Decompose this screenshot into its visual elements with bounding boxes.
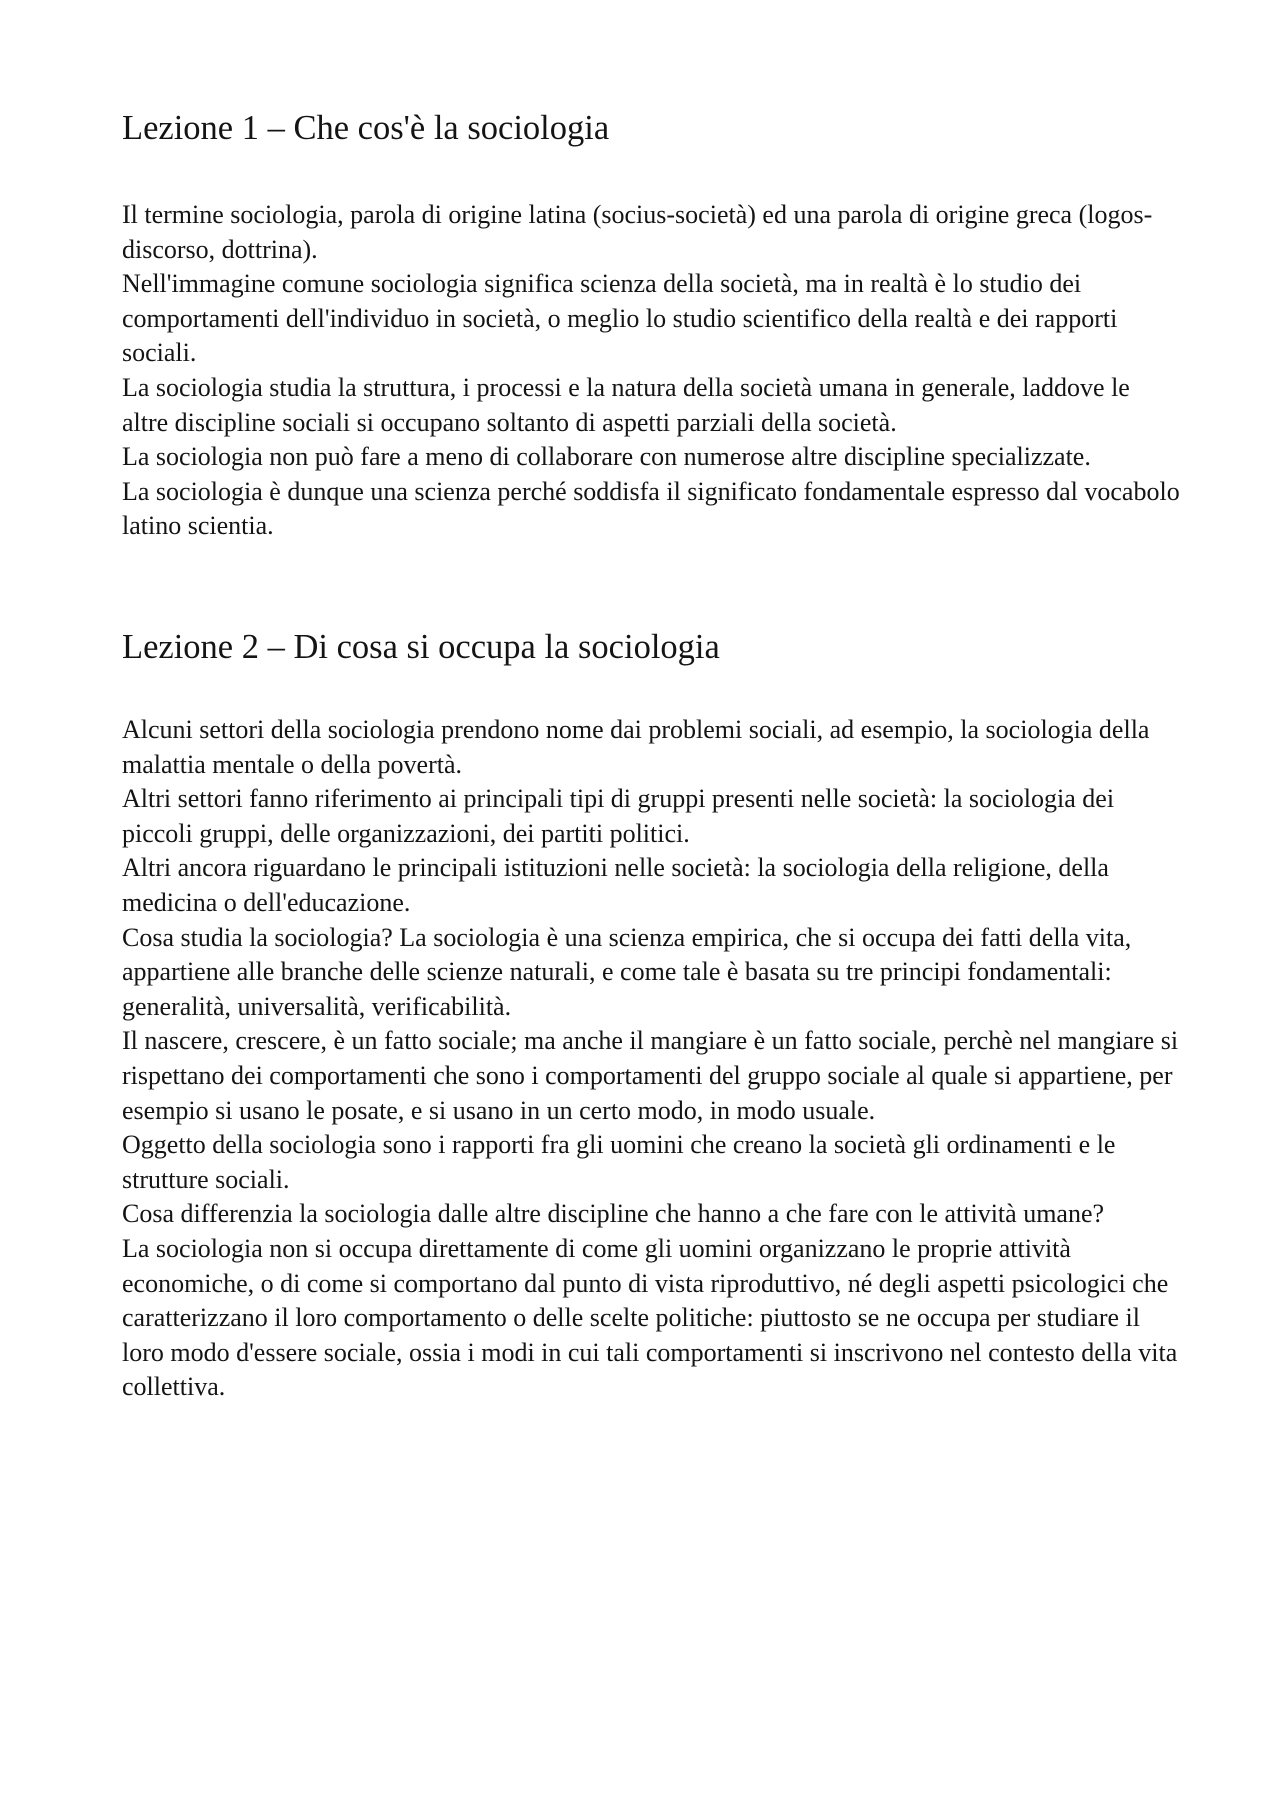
lesson-2-title: Lezione 2 – Di cosa si occupa la sociologia — [122, 628, 720, 666]
lesson-2-paragraph: Oggetto della sociologia sono i rapporti fra gli uomini che creano la società gli ordinamenti e le strutture sociali. — [122, 1130, 1116, 1194]
lesson-1-paragraph: La sociologia è dunque una scienza perché soddisfa il significato fondamentale espresso dal vocabolo latino scientia. — [122, 476, 1180, 541]
lesson-2-paragraph: Il nascere, crescere, è un fatto sociale; ma anche il mangiare è un fatto sociale, perchè nel mangiare si rispettano dei comportamenti che sono i comportamenti del gruppo sociale al quale si appartiene, per esempio si usano le posate, e si usano in un certo modo, in modo usuale. — [122, 1026, 1179, 1125]
lesson-1-paragraph: Nell'immagine comune sociologia significa scienza della società, ma in realtà è lo studio dei comportamenti dell'individuo in società, o meglio lo studio scientifico della realtà e dei rapporti sociali. — [122, 269, 1118, 368]
lesson-2-paragraph: Altri ancora riguardano le principali istituzioni nelle società: la sociologia della religione, della medicina o dell'educazione. — [122, 853, 1109, 917]
lesson-1-paragraph: La sociologia studia la struttura, i processi e la natura della società umana in generale, laddove le altre discipline sociali si occupano soltanto di aspetti parziali della società. — [122, 372, 1130, 437]
lesson-2-paragraph: Cosa differenzia la sociologia dalle altre discipline che hanno a che fare con le attività umane? — [122, 1199, 1105, 1229]
lesson-1-title: Lezione 1 – Che cos'è la sociologia — [122, 109, 610, 147]
lesson-2-paragraph: Altri settori fanno riferimento ai principali tipi di gruppi presenti nelle società: la sociologia dei piccoli gruppi, delle organizzazioni, dei partiti politici. — [122, 784, 1115, 848]
document-page — [122, 108, 1182, 1405]
lesson-2-paragraph: La sociologia non si occupa direttamente di come gli uomini organizzano le proprie attività economiche, o di come si comportano dal punto di vista riproduttivo, né degli aspetti psicologici che caratterizzano il loro comportamento o delle scelte politiche: piuttosto se ne occupa per studiare il loro modo d'essere sociale, ossia i modi in cui tali comportamenti si inscrivono nel contesto della vita collettiva. — [122, 1233, 1178, 1402]
lesson-1-paragraph: La sociologia non può fare a meno di collaborare con numerose altre discipline specializzate. — [122, 442, 1091, 472]
lesson-1-paragraph: Il termine sociologia, parola di origine latina (socius-società) ed una parola di origine greca (logos-discorso, dottrina). — [122, 200, 1153, 264]
lesson-2-body — [122, 713, 1182, 1405]
lesson-2-paragraph: Alcuni settori della sociologia prendono nome dai problemi sociali, ad esempio, la sociologia della malattia mentale o della povertà. — [122, 715, 1150, 779]
lesson-2-paragraph: Cosa studia la sociologia? La sociologia è una scienza empirica, che si occupa dei fatti della vita, appartiene alle branche delle scienze naturali, e come tale è basata su tre principi fondamentali: generalità, universalità, verificabilità. — [122, 922, 1132, 1021]
lesson-1-body — [122, 198, 1182, 627]
